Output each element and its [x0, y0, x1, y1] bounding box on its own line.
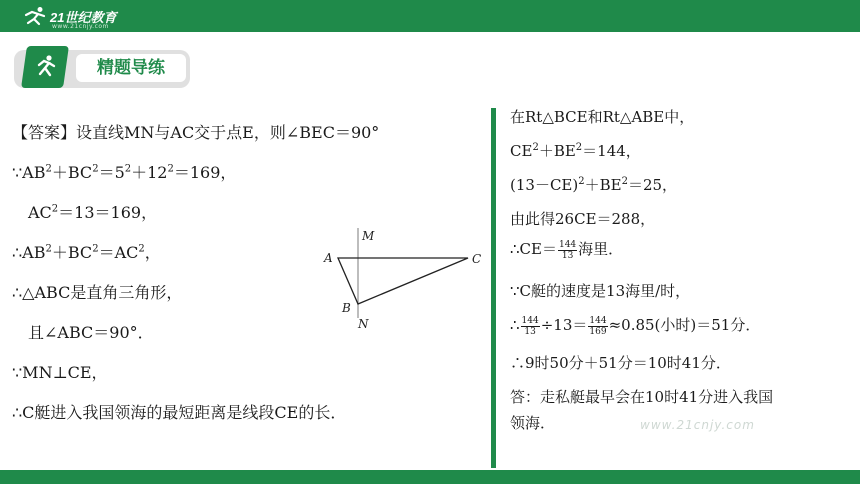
bottom-footer-bar — [0, 470, 860, 484]
label-a: A — [324, 251, 333, 265]
runner-logo-icon — [22, 6, 48, 26]
answer-line-6: 且∠ABC＝90°． — [28, 323, 154, 342]
watermark: www.21cnjy.com — [640, 418, 755, 432]
solution-line-10: 领海． — [510, 414, 556, 432]
label-m: M — [362, 229, 375, 243]
solution-line-8: ∴9时50分＋51分＝10时41分． — [510, 354, 731, 372]
fraction-144-13: $\frac{144}{13}$ — [558, 239, 577, 261]
top-header-bar — [0, 0, 860, 32]
logo-url: www.21cnjy.com — [52, 23, 109, 30]
solution-line-9: 答：走私艇最早会在10时41分进入我国 — [510, 388, 774, 406]
answer-line-3: $AC^2=13=169$， — [28, 203, 158, 222]
geometry-diagram — [318, 226, 488, 336]
solution-line-7: ∴ $\frac{144}{13}$ ÷13＝ $\frac{144}{169}$ ≈0.85(小时)＝51分． — [510, 315, 761, 337]
solution-line-3: $(13-CE)^2+BE^2=25$， — [510, 176, 678, 194]
answer-line-8: ∴C艇进入我国领海的最短距离是线段CE的长． — [12, 403, 347, 422]
answer-line-4: $\therefore AB^2+BC^2=AC^2$， — [12, 243, 161, 262]
solution-line-4: 由此得26CE＝288， — [510, 210, 656, 228]
runner-icon — [34, 54, 58, 78]
answer-line-7: ∵MN⊥CE， — [12, 363, 108, 382]
fraction-144-13-b: $\frac{144}{13}$ — [521, 315, 539, 337]
label-n: N — [358, 317, 369, 331]
solution-line-6: ∵C艇的速度是13海里/时， — [510, 282, 691, 300]
answer-line-2: $\because AB^2+BC^2=5^2+12^2=169$， — [12, 163, 237, 182]
answer-line-5: ∴△ABC是直角三角形， — [12, 283, 183, 302]
column-divider — [491, 108, 496, 468]
solution-line-5: ∴CE＝ $\frac{144}{13}$ 海里． — [510, 239, 624, 261]
section-title: 精题导练 — [76, 54, 186, 82]
label-c: C — [472, 252, 482, 266]
answer-line-1: 【答案】设直线MN与AC交于点E，则∠BEC＝90° — [12, 123, 380, 142]
section-tab — [14, 46, 192, 90]
logo-text: 21世纪教育 — [50, 9, 117, 25]
label-b: B — [342, 301, 351, 315]
fraction-144-169: $\frac{144}{169}$ — [589, 315, 607, 337]
solution-line-2: $CE^2+BE^2=144$， — [510, 142, 641, 160]
solution-line-1: 在Rt△BCE和Rt△ABE中， — [510, 108, 695, 126]
